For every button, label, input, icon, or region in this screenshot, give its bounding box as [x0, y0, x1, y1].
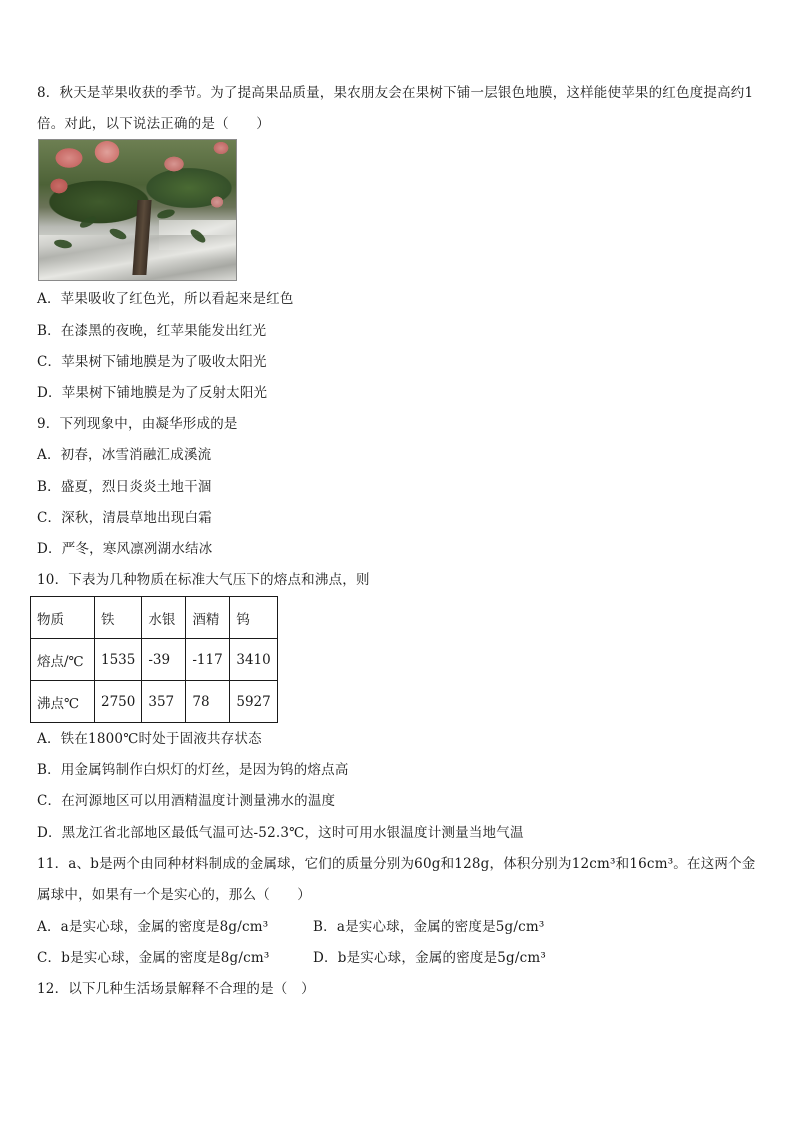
- q8-option-a: A．苹果吸收了红色光，所以看起来是红色: [37, 291, 294, 307]
- melting-boiling-table: [30, 596, 278, 723]
- table-cell: 沸点℃: [31, 681, 95, 723]
- q11-stem-line1: 11．a、b是两个由同种材料制成的金属球，它们的质量分别为60g和128g，体积分别为12cm³和16cm³。在这两个金: [37, 856, 756, 872]
- q9-option-d: D．严冬，寒风凛冽湖水结冰: [37, 541, 213, 557]
- table-cell: 水银: [142, 597, 186, 639]
- q10-option-a: A．铁在1800℃时处于固液共存状态: [37, 731, 262, 747]
- table-cell: 钨: [230, 597, 277, 639]
- table-cell: 2750: [95, 681, 142, 723]
- table-cell: 铁: [95, 597, 142, 639]
- table-cell: 物质: [31, 597, 95, 639]
- q8-option-b: B．在漆黑的夜晚，红苹果能发出红光: [37, 323, 267, 339]
- table-cell: 357: [142, 681, 186, 723]
- table-row: [31, 681, 278, 723]
- q11-option-a: A．a是实心球，金属的密度是8g/cm³: [37, 919, 269, 935]
- q10-stem: 10．下表为几种物质在标准大气压下的熔点和沸点，则: [37, 572, 370, 588]
- q8-option-d: D．苹果树下铺地膜是为了反射太阳光: [37, 385, 268, 401]
- q11-option-b: B．a是实心球，金属的密度是5g/cm³: [313, 919, 545, 935]
- table-cell: 78: [186, 681, 230, 723]
- q8-option-c: C．苹果树下铺地膜是为了吸收太阳光: [37, 354, 267, 370]
- table-cell: -39: [142, 639, 186, 681]
- q8-stem-line1: 8．秋天是苹果收获的季节。为了提高果品质量，果农朋友会在果树下铺一层银色地膜，这样能使苹果的红色度提高约1: [37, 85, 754, 101]
- table-cell: -117: [186, 639, 230, 681]
- table-cell: 酒精: [186, 597, 230, 639]
- q11-option-d: D．b是实心球，金属的密度是5g/cm³: [313, 950, 547, 966]
- q8-stem-line2: 倍。对此，以下说法正确的是（ ）: [37, 116, 270, 132]
- table-cell: 熔点/℃: [31, 639, 95, 681]
- q9-option-b: B．盛夏，烈日炎炎土地干涸: [37, 479, 212, 495]
- q11-stem-line2: 属球中，如果有一个是实心的，那么（ ）: [37, 887, 311, 903]
- q10-option-b: B．用金属钨制作白炽灯的灯丝，是因为钨的熔点高: [37, 762, 349, 778]
- q11-option-c: C．b是实心球，金属的密度是8g/cm³: [37, 950, 270, 966]
- q9-option-a: A．初春，冰雪消融汇成溪流: [37, 447, 212, 463]
- q9-option-c: C．深秋，清晨草地出现白霜: [37, 510, 212, 526]
- q10-option-d: D．黑龙江省北部地区最低气温可达-52.3℃，这时可用水银温度计测量当地气温: [37, 825, 524, 841]
- table-row: [31, 639, 278, 681]
- q9-stem: 9．下列现象中，由凝华形成的是: [37, 416, 238, 432]
- apple-orchard-photo: [38, 139, 237, 281]
- table-header-row: [31, 597, 278, 639]
- table-cell: 1535: [95, 639, 142, 681]
- q12-stem: 12．以下几种生活场景解释不合理的是（ ）: [37, 981, 315, 997]
- table-cell: 3410: [230, 639, 277, 681]
- table-cell: 5927: [230, 681, 277, 723]
- q10-option-c: C．在河源地区可以用酒精温度计测量沸水的温度: [37, 793, 336, 809]
